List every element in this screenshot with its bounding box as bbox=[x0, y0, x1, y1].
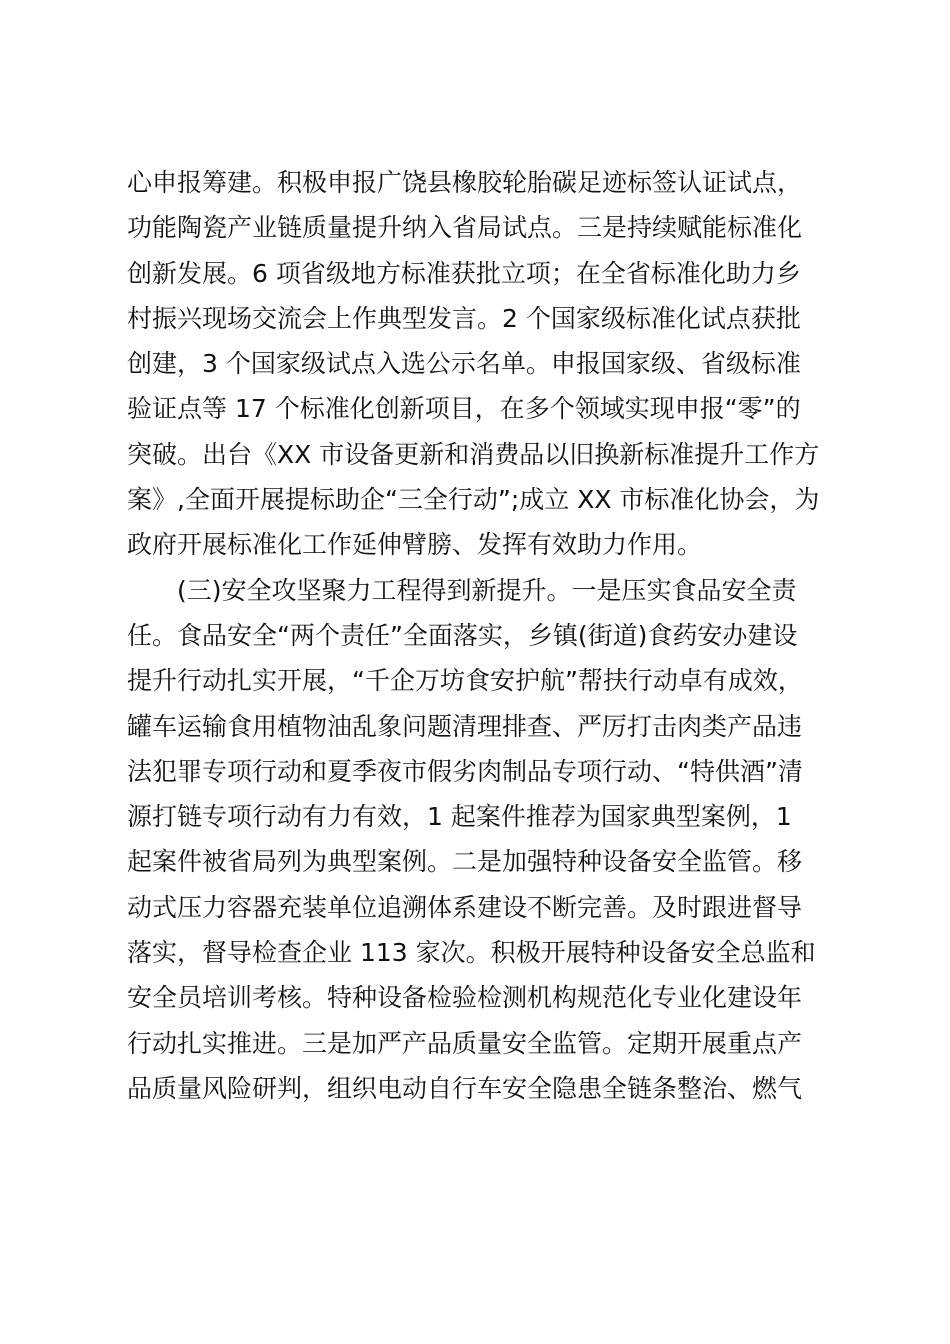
text-line: 品质量风险研判，组织电动自行车安全隐患全链条整治、燃气 bbox=[127, 1073, 803, 1103]
text-line: 法犯罪专项行动和夏季夜市假劣肉制品专项行动、“特供酒”清 bbox=[127, 756, 803, 786]
text-line: 起案件被省局列为典型案例。二是加强特种设备安全监管。移 bbox=[127, 847, 803, 877]
text-line: 源打链专项行动有力有效，1 起案件推荐为国家典型案例，1 bbox=[127, 802, 792, 832]
text-line: 验证点等 17 个标准化创新项目，在多个领域实现申报“零”的 bbox=[127, 394, 801, 424]
text-line: 案》,全面开展提标助企“三全行动”;成立 XX 市标准化协会，为 bbox=[127, 485, 820, 515]
text-line: 创新发展。6 项省级地方标准获批立项；在全省标准化助力乡 bbox=[127, 258, 801, 288]
document-body bbox=[127, 160, 837, 1111]
text-line: 行动扎实推进。三是加严产品质量安全监管。定期开展重点产 bbox=[127, 1028, 803, 1058]
text-line: 罐车运输食用植物油乱象问题清理排查、严厉打击肉类产品违 bbox=[127, 711, 803, 741]
section-heading-line: (三)安全攻坚聚力工程得到新提升。一是压实食品安全责 bbox=[177, 575, 797, 605]
text-line: 村振兴现场交流会上作典型发言。2 个国家级标准化试点获批 bbox=[127, 303, 801, 333]
text-line: 功能陶瓷产业链质量提升纳入省局试点。三是持续赋能标准化 bbox=[127, 213, 803, 243]
text-line: 政府开展标准化工作延伸臂膀、发挥有效助力作用。 bbox=[127, 530, 703, 560]
text-line: 心申报筹建。积极申报广饶县橡胶轮胎碳足迹标签认证试点， bbox=[127, 168, 803, 197]
text-line: 落实，督导检查企业 113 家次。积极开展特种设备安全总监和 bbox=[127, 938, 816, 968]
text-line: 创建，3 个国家级试点入选公示名单。申报国家级、省级标准 bbox=[127, 349, 801, 379]
text-line: 任。食品安全“两个责任”全面落实，乡镇(街道)食药安办建设 bbox=[127, 620, 798, 650]
text-line: 安全员培训考核。特种设备检验检测机构规范化专业化建设年 bbox=[127, 983, 803, 1013]
text-line: 突破。出台《XX 市设备更新和消费品以旧换新标准提升工作方 bbox=[127, 439, 820, 469]
text-line: 动式压力容器充装单位追溯体系建设不断完善。及时跟进督导 bbox=[127, 892, 803, 922]
text-line: 提升行动扎实开展，“千企万坊食安护航”帮扶行动卓有成效， bbox=[127, 666, 803, 696]
